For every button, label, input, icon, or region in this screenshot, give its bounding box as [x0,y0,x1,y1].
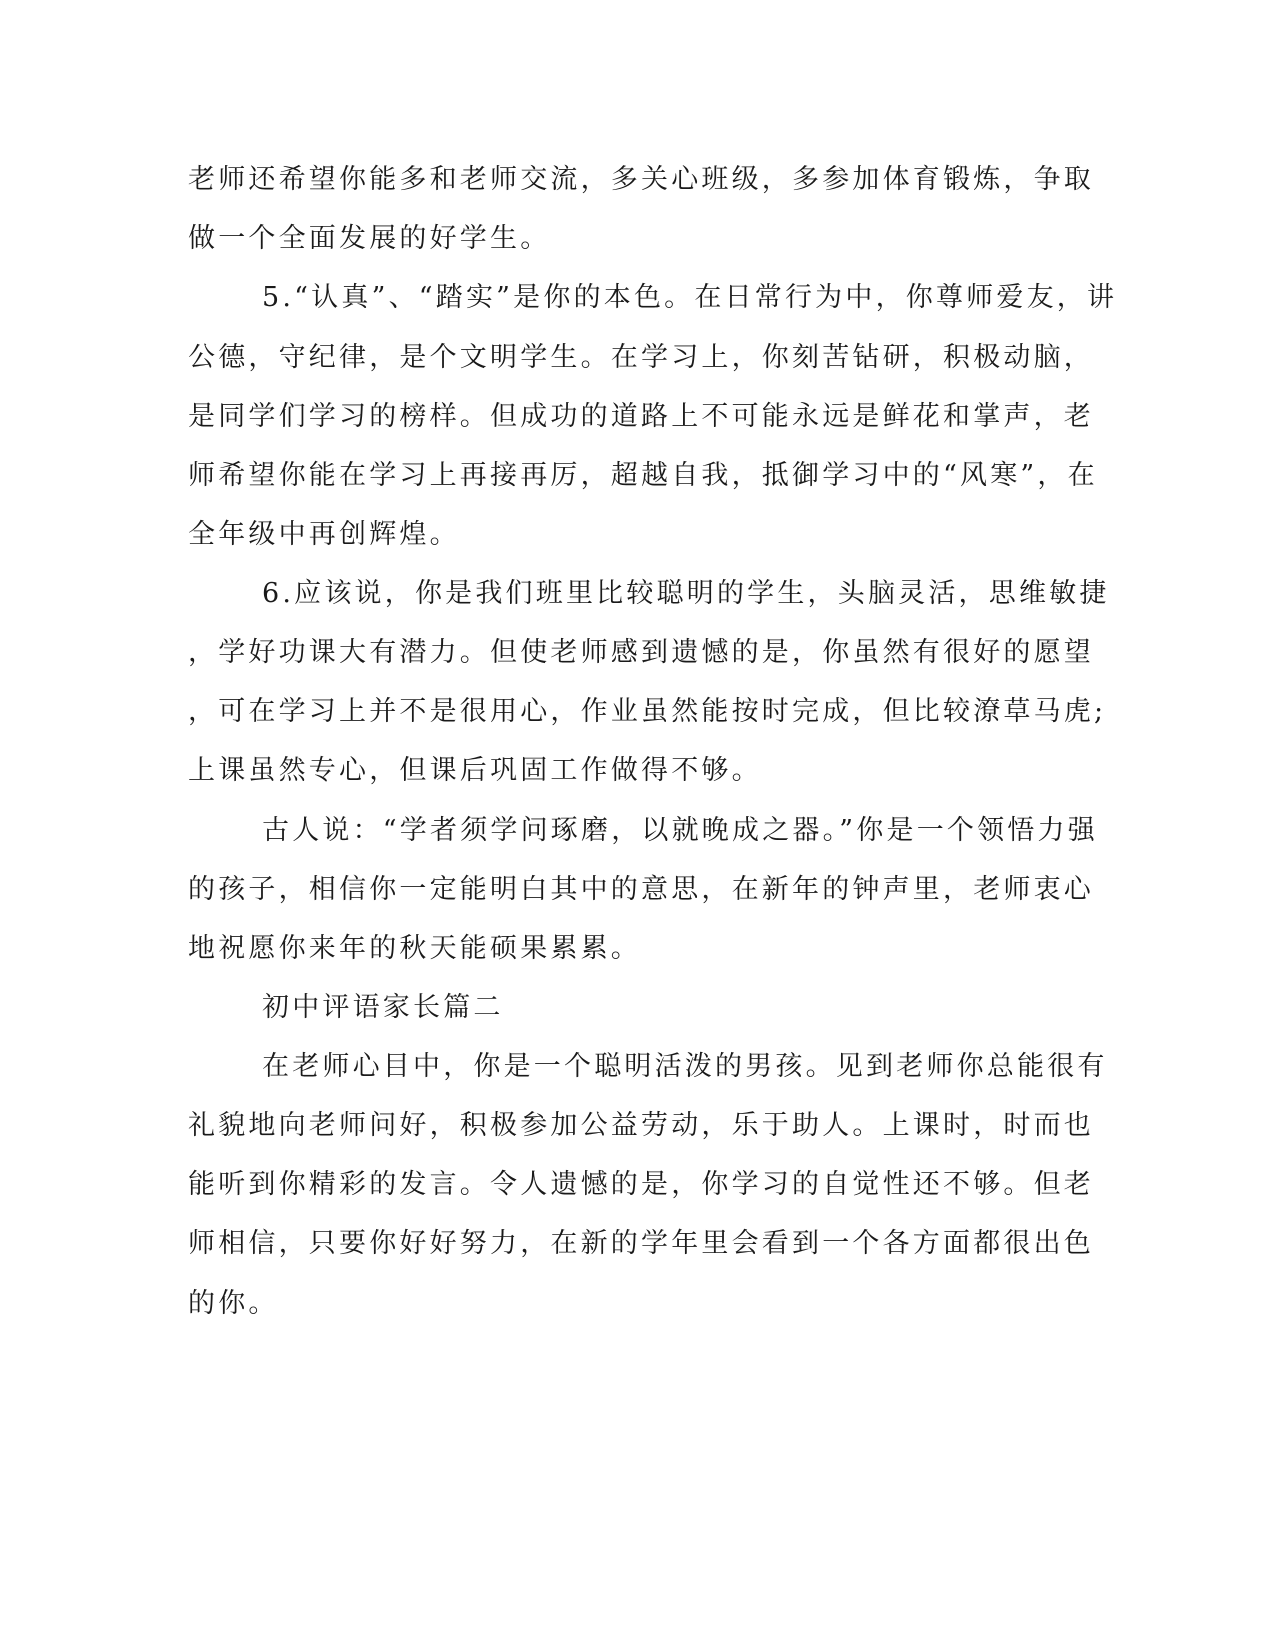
text-line: 公德，守纪律，是个文明学生。在学习上，你刻苦钻研，积极动脑， [188,342,1094,373]
text-line: ，可在学习上并不是很用心，作业虽然能按时完成，但比较潦草马虎; [188,696,1107,727]
text-line: 全年级中再创辉煌。 [188,519,460,550]
text-line: 师相信，只要你好好努力，在新的学年里会看到一个各方面都很出色 [188,1228,1094,1259]
paragraph-6-start: 6.应该说，你是我们班里比较聪明的学生，头脑灵活，思维敏捷 [262,578,1110,609]
text-line: 上课虽然专心，但课后巩固工作做得不够。 [188,755,762,786]
text-line: 礼貌地向老师问好，积极参加公益劳动，乐于助人。上课时，时而也 [188,1110,1094,1141]
text-line: 老师还希望你能多和老师交流，多关心班级，多参加体育锻炼，争取 [188,164,1094,195]
text-line: 地祝愿你来年的秋天能硕果累累。 [188,933,641,964]
paragraph-start: 在老师心目中，你是一个聪明活泼的男孩。见到老师你总能很有 [262,1051,1108,1082]
quote-paragraph-start: 古人说：“学者须学问琢磨，以就晚成之器。”你是一个领悟力强 [262,815,1098,846]
text-line: ，学好功课大有潜力。但使老师感到遗憾的是，你虽然有很好的愿望 [188,637,1094,668]
text-line: 是同学们学习的榜样。但成功的道路上不可能永远是鲜花和掌声，老 [188,401,1094,432]
section-heading: 初中评语家长篇二 [262,992,504,1023]
paragraph-5-start: 5.“认真”、“踏实”是你的本色。在日常行为中，你尊师爱友，讲 [262,282,1118,313]
text-line: 师希望你能在学习上再接再厉，超越自我，抵御学习中的“风寒”，在 [188,460,1098,491]
text-line: 做一个全面发展的好学生。 [188,223,551,254]
text-line: 的你。 [188,1288,279,1319]
text-line: 能听到你精彩的发言。令人遗憾的是，你学习的自觉性还不够。但老 [188,1169,1094,1200]
text-line: 的孩子，相信你一定能明白其中的意思，在新年的钟声里，老师衷心 [188,874,1094,905]
